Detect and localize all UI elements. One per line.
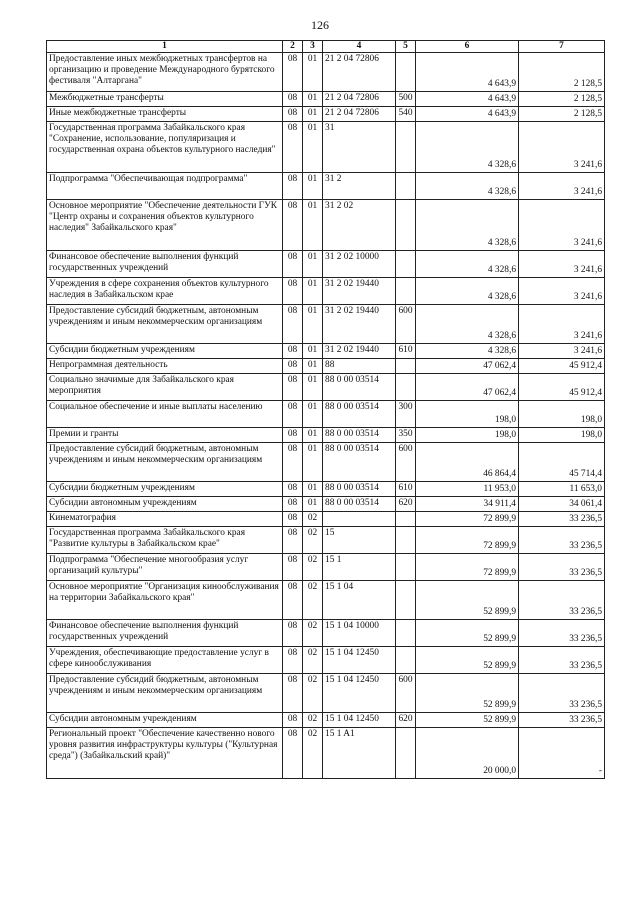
row-subsection: 01 <box>303 497 323 512</box>
row-expense-type: 620 <box>396 497 416 512</box>
table-row <box>47 674 605 713</box>
table-row <box>47 200 605 251</box>
row-section: 08 <box>283 344 303 359</box>
row-subsection: 01 <box>303 173 323 200</box>
row-subsection: 01 <box>303 401 323 428</box>
row-amount-2: 3 241,6 <box>519 251 605 278</box>
row-target-code: 31 2 02 19440 <box>323 278 396 305</box>
row-amount-1: 47 062,4 <box>416 359 519 374</box>
row-subsection: 02 <box>303 728 323 779</box>
row-amount-1: 4 643,9 <box>416 107 519 122</box>
row-target-code: 31 2 02 19440 <box>323 344 396 359</box>
row-target-code: 31 <box>323 122 396 173</box>
row-target-code: 15 1 04 12450 <box>323 674 396 713</box>
row-expense-type <box>396 581 416 620</box>
row-amount-1: 4 328,6 <box>416 305 519 344</box>
row-amount-1: 46 864,4 <box>416 443 519 482</box>
row-subsection: 01 <box>303 200 323 251</box>
row-name: Предоставление субсидий бюджетным, автономным учреждениям и иным некоммерческим организациям <box>47 305 283 344</box>
row-expense-type: 500 <box>396 92 416 107</box>
row-subsection: 01 <box>303 443 323 482</box>
row-target-code: 15 1 04 10000 <box>323 620 396 647</box>
table-row <box>47 344 605 359</box>
row-expense-type: 600 <box>396 443 416 482</box>
row-target-code: 88 0 00 03514 <box>323 482 396 497</box>
row-target-code: 15 1 04 12450 <box>323 713 396 728</box>
table-body <box>47 53 605 779</box>
row-name: Предоставление субсидий бюджетным, автономным учреждениям и иным некоммерческим организациям <box>47 443 283 482</box>
row-section: 08 <box>283 620 303 647</box>
row-section: 08 <box>283 428 303 443</box>
row-amount-1: 72 899,9 <box>416 554 519 581</box>
row-subsection: 01 <box>303 53 323 92</box>
table-row <box>47 359 605 374</box>
row-name: Кинематография <box>47 512 283 527</box>
row-target-code: 15 1 <box>323 554 396 581</box>
row-subsection: 02 <box>303 554 323 581</box>
row-section: 08 <box>283 122 303 173</box>
table-row <box>47 497 605 512</box>
table-row <box>47 401 605 428</box>
table-row <box>47 554 605 581</box>
row-amount-1: 4 328,6 <box>416 122 519 173</box>
row-subsection: 01 <box>303 92 323 107</box>
row-expense-type: 540 <box>396 107 416 122</box>
row-name: Государственная программа Забайкальского края "Сохранение, использование, популяризация и государственная охрана объектов культурного наследия" <box>47 122 283 173</box>
row-name: Предоставление субсидий бюджетным, автономным учреждениям и иным некоммерческим организациям <box>47 674 283 713</box>
row-expense-type <box>396 527 416 554</box>
row-name: Субсидии бюджетным учреждениям <box>47 344 283 359</box>
row-amount-1: 34 911,4 <box>416 497 519 512</box>
row-amount-1: 52 899,9 <box>416 674 519 713</box>
column-header: 6 <box>416 41 519 53</box>
row-expense-type <box>396 359 416 374</box>
table-row <box>47 53 605 92</box>
row-subsection: 01 <box>303 251 323 278</box>
row-expense-type <box>396 374 416 401</box>
row-section: 08 <box>283 674 303 713</box>
row-amount-2: 3 241,6 <box>519 344 605 359</box>
row-expense-type <box>396 512 416 527</box>
row-section: 08 <box>283 728 303 779</box>
row-section: 08 <box>283 554 303 581</box>
row-amount-2: 45 714,4 <box>519 443 605 482</box>
row-expense-type: 610 <box>396 344 416 359</box>
row-target-code: 21 2 04 72806 <box>323 107 396 122</box>
row-name: Субсидии автономным учреждениям <box>47 497 283 512</box>
row-amount-2: 33 236,5 <box>519 647 605 674</box>
table-row <box>47 122 605 173</box>
row-target-code: 88 0 00 03514 <box>323 401 396 428</box>
row-amount-2: 2 128,5 <box>519 107 605 122</box>
row-name: Подпрограмма "Обеспечение многообразия услуг организаций культуры" <box>47 554 283 581</box>
row-expense-type <box>396 200 416 251</box>
row-amount-1: 4 643,9 <box>416 92 519 107</box>
table-header-row <box>47 41 605 53</box>
row-name: Социальное обеспечение и иные выплаты населению <box>47 401 283 428</box>
row-target-code: 88 <box>323 359 396 374</box>
row-subsection: 01 <box>303 305 323 344</box>
row-amount-1: 4 328,6 <box>416 251 519 278</box>
row-amount-1: 4 328,6 <box>416 200 519 251</box>
row-amount-1: 4 643,9 <box>416 53 519 92</box>
row-section: 08 <box>283 401 303 428</box>
row-section: 08 <box>283 305 303 344</box>
column-header: 3 <box>303 41 323 53</box>
row-subsection: 01 <box>303 122 323 173</box>
row-expense-type: 610 <box>396 482 416 497</box>
row-name: Межбюджетные трансферты <box>47 92 283 107</box>
row-amount-2: 2 128,5 <box>519 92 605 107</box>
row-amount-1: 4 328,6 <box>416 344 519 359</box>
row-expense-type: 350 <box>396 428 416 443</box>
row-subsection: 01 <box>303 359 323 374</box>
row-target-code <box>323 512 396 527</box>
row-amount-2: 45 912,4 <box>519 359 605 374</box>
table-row <box>47 107 605 122</box>
row-amount-2: - <box>519 728 605 779</box>
row-amount-1: 52 899,9 <box>416 620 519 647</box>
row-amount-1: 52 899,9 <box>416 581 519 620</box>
row-section: 08 <box>283 482 303 497</box>
row-target-code: 21 2 04 72806 <box>323 53 396 92</box>
row-section: 08 <box>283 527 303 554</box>
row-amount-2: 33 236,5 <box>519 674 605 713</box>
row-target-code: 88 0 00 03514 <box>323 428 396 443</box>
table-row <box>47 713 605 728</box>
row-amount-1: 52 899,9 <box>416 713 519 728</box>
row-expense-type <box>396 173 416 200</box>
row-expense-type <box>396 278 416 305</box>
row-target-code: 15 1 A1 <box>323 728 396 779</box>
row-amount-2: 33 236,5 <box>519 713 605 728</box>
row-subsection: 02 <box>303 581 323 620</box>
row-subsection: 02 <box>303 527 323 554</box>
row-target-code: 15 <box>323 527 396 554</box>
column-header: 2 <box>283 41 303 53</box>
row-amount-1: 52 899,9 <box>416 647 519 674</box>
row-amount-2: 3 241,6 <box>519 200 605 251</box>
row-section: 08 <box>283 497 303 512</box>
row-name: Иные межбюджетные трансферты <box>47 107 283 122</box>
row-name: Социально значимые для Забайкальского края мероприятия <box>47 374 283 401</box>
row-expense-type: 600 <box>396 674 416 713</box>
column-header: 5 <box>396 41 416 53</box>
budget-table <box>46 40 605 779</box>
row-name: Предоставление иных межбюджетных трансфертов на организацию и проведение Международного бурятского фестиваля "Алтаргана" <box>47 53 283 92</box>
row-subsection: 02 <box>303 713 323 728</box>
table-row <box>47 374 605 401</box>
row-target-code: 88 0 00 03514 <box>323 374 396 401</box>
table-row <box>47 728 605 779</box>
row-amount-2: 2 128,5 <box>519 53 605 92</box>
table-row <box>47 482 605 497</box>
row-amount-2: 33 236,5 <box>519 581 605 620</box>
row-subsection: 01 <box>303 107 323 122</box>
row-amount-2: 33 236,5 <box>519 512 605 527</box>
row-amount-1: 72 899,9 <box>416 512 519 527</box>
row-name: Субсидии бюджетным учреждениям <box>47 482 283 497</box>
row-name: Премии и гранты <box>47 428 283 443</box>
row-expense-type <box>396 251 416 278</box>
row-amount-2: 11 653,0 <box>519 482 605 497</box>
table-row <box>47 443 605 482</box>
row-expense-type <box>396 53 416 92</box>
row-expense-type <box>396 554 416 581</box>
row-subsection: 02 <box>303 647 323 674</box>
row-section: 08 <box>283 581 303 620</box>
row-amount-2: 45 912,4 <box>519 374 605 401</box>
row-amount-2: 34 061,4 <box>519 497 605 512</box>
table-row <box>47 512 605 527</box>
table-row <box>47 620 605 647</box>
row-amount-1: 4 328,6 <box>416 173 519 200</box>
table-row <box>47 251 605 278</box>
row-amount-2: 198,0 <box>519 401 605 428</box>
row-subsection: 01 <box>303 278 323 305</box>
row-subsection: 02 <box>303 512 323 527</box>
row-section: 08 <box>283 278 303 305</box>
row-name: Учреждения в сфере сохранения объектов культурного наследия в Забайкальском крае <box>47 278 283 305</box>
row-amount-1: 11 953,0 <box>416 482 519 497</box>
row-name: Подпрограмма "Обеспечивающая подпрограмма" <box>47 173 283 200</box>
page-number: 126 <box>311 18 329 32</box>
row-target-code: 31 2 02 10000 <box>323 251 396 278</box>
row-subsection: 02 <box>303 620 323 647</box>
row-amount-1: 72 899,9 <box>416 527 519 554</box>
row-section: 08 <box>283 251 303 278</box>
row-amount-2: 3 241,6 <box>519 278 605 305</box>
column-header: 1 <box>47 41 283 53</box>
row-name: Учреждения, обеспечивающие предоставление услуг в сфере кинообслуживания <box>47 647 283 674</box>
row-name: Основное мероприятие "Обеспечение деятельности ГУК "Центр охраны и сохранения объектов культурного наследия" Забайкальского края" <box>47 200 283 251</box>
table-row <box>47 647 605 674</box>
row-name: Региональный проект "Обеспечение качественно нового уровня развития инфраструктуры культуры ("Культурная среда") (Забайкальский край)" <box>47 728 283 779</box>
row-target-code: 15 1 04 12450 <box>323 647 396 674</box>
table-row <box>47 305 605 344</box>
row-amount-1: 198,0 <box>416 401 519 428</box>
row-amount-2: 3 241,6 <box>519 173 605 200</box>
row-target-code: 31 2 02 19440 <box>323 305 396 344</box>
row-target-code: 88 0 00 03514 <box>323 443 396 482</box>
row-expense-type <box>396 620 416 647</box>
row-target-code: 31 2 <box>323 173 396 200</box>
table-row <box>47 581 605 620</box>
row-target-code: 88 0 00 03514 <box>323 497 396 512</box>
row-name: Финансовое обеспечение выполнения функций государственных учреждений <box>47 251 283 278</box>
row-name: Непрограммная деятельность <box>47 359 283 374</box>
row-amount-2: 33 236,5 <box>519 620 605 647</box>
row-subsection: 02 <box>303 674 323 713</box>
row-amount-1: 47 062,4 <box>416 374 519 401</box>
row-name: Субсидии автономным учреждениям <box>47 713 283 728</box>
row-subsection: 01 <box>303 482 323 497</box>
row-expense-type <box>396 122 416 173</box>
row-amount-2: 33 236,5 <box>519 527 605 554</box>
row-section: 08 <box>283 92 303 107</box>
row-expense-type <box>396 728 416 779</box>
row-section: 08 <box>283 443 303 482</box>
row-section: 08 <box>283 107 303 122</box>
row-name: Финансовое обеспечение выполнения функций государственных учреждений <box>47 620 283 647</box>
row-section: 08 <box>283 173 303 200</box>
table-row <box>47 173 605 200</box>
table-row <box>47 428 605 443</box>
row-target-code: 15 1 04 <box>323 581 396 620</box>
row-section: 08 <box>283 647 303 674</box>
row-section: 08 <box>283 374 303 401</box>
table-row <box>47 527 605 554</box>
row-expense-type: 600 <box>396 305 416 344</box>
row-expense-type: 620 <box>396 713 416 728</box>
row-section: 08 <box>283 200 303 251</box>
row-amount-2: 3 241,6 <box>519 122 605 173</box>
row-section: 08 <box>283 53 303 92</box>
row-name: Основное мероприятие "Организация кинообслуживания на территории Забайкальского края" <box>47 581 283 620</box>
row-section: 08 <box>283 512 303 527</box>
row-amount-2: 3 241,6 <box>519 305 605 344</box>
row-amount-2: 33 236,5 <box>519 554 605 581</box>
row-subsection: 01 <box>303 374 323 401</box>
table-row <box>47 92 605 107</box>
row-amount-1: 20 000,0 <box>416 728 519 779</box>
row-subsection: 01 <box>303 344 323 359</box>
row-expense-type <box>396 647 416 674</box>
row-section: 08 <box>283 713 303 728</box>
row-section: 08 <box>283 359 303 374</box>
row-target-code: 31 2 02 <box>323 200 396 251</box>
row-subsection: 01 <box>303 428 323 443</box>
row-amount-2: 198,0 <box>519 428 605 443</box>
row-name: Государственная программа Забайкальского края "Развитие культуры в Забайкальском крае" <box>47 527 283 554</box>
row-target-code: 21 2 04 72806 <box>323 92 396 107</box>
row-expense-type: 300 <box>396 401 416 428</box>
row-amount-1: 198,0 <box>416 428 519 443</box>
table-row <box>47 278 605 305</box>
column-header: 7 <box>519 41 605 53</box>
column-header: 4 <box>323 41 396 53</box>
row-amount-1: 4 328,6 <box>416 278 519 305</box>
